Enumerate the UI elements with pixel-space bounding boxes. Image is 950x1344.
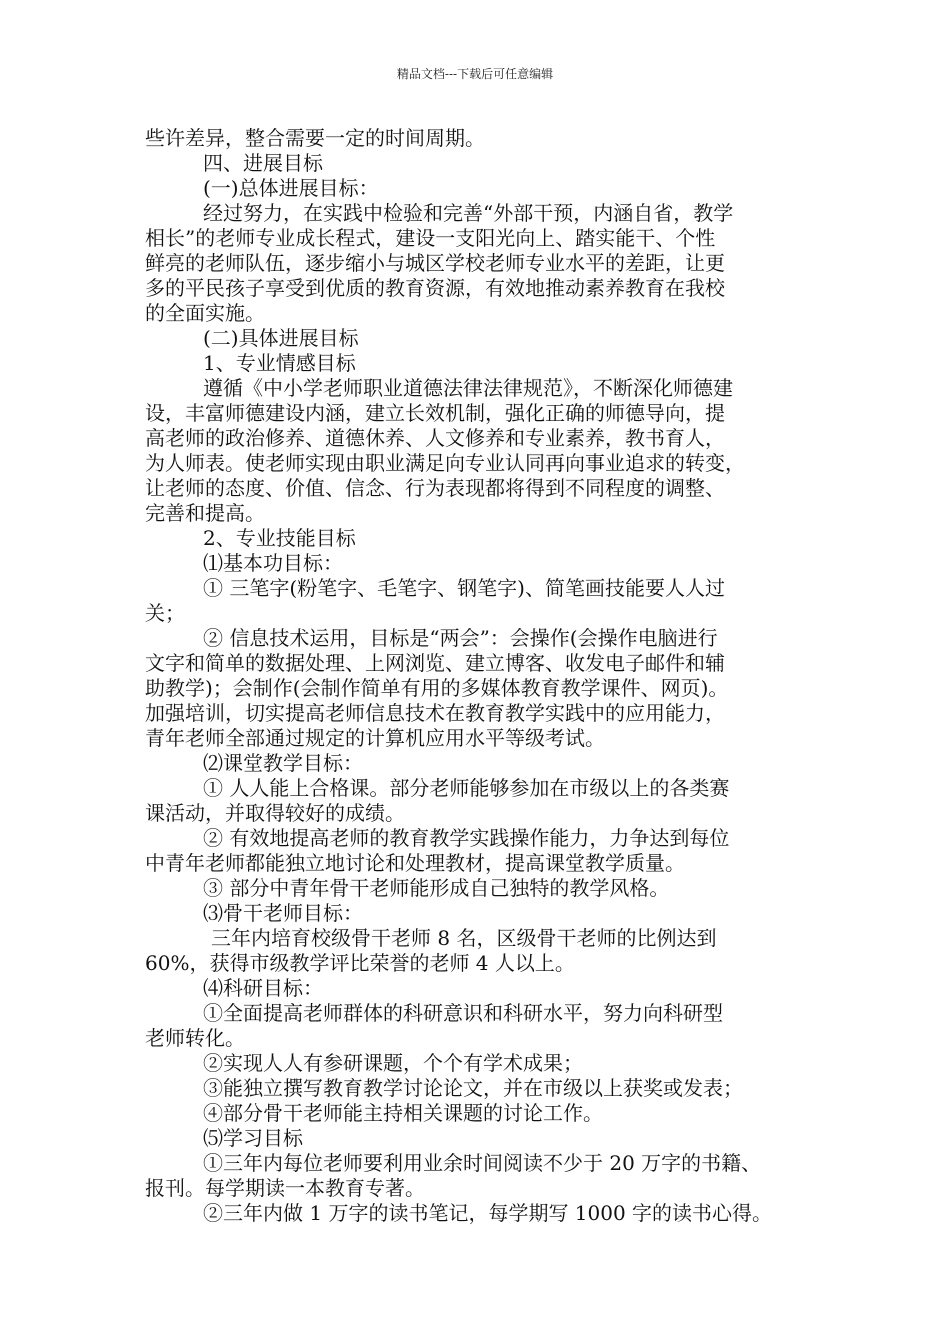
text-line: 鲜亮的老师队伍，逐步缩小与城区学校老师专业水平的差距，让更: [145, 251, 725, 275]
text-line: ①三年内每位老师要利用业余时间阅读不少于 20 万字的书籍、: [203, 1151, 762, 1175]
text-line: 高老师的政治修养、道德休养、人文修养和专业素养，教书育人，: [145, 426, 725, 450]
text-line: 让老师的态度、价值、信念、行为表现都将得到不同程度的调整、: [145, 476, 725, 500]
text-line: (二)具体进展目标: [203, 326, 359, 350]
page-header: 精品文档---下载后可任意编辑: [396, 67, 554, 81]
text-line: 文字和简单的数据处理、上网浏览、建立博客、收发电子邮件和辅: [145, 651, 725, 675]
text-line: 些许差异，整合需要一定的时间周期。: [145, 126, 485, 150]
text-line: 2、专业技能目标: [203, 526, 356, 550]
text-line: ⑶骨干老师目标：: [203, 901, 363, 925]
text-line: ②三年内做 1 万字的读书笔记，每学期写 1000 字的读书心得。: [203, 1201, 773, 1225]
text-line: 老师转化。: [145, 1026, 245, 1050]
text-line: 的全面实施。: [145, 301, 265, 325]
text-line: 完善和提高。: [145, 501, 265, 525]
text-line: 课活动，并取得较好的成绩。: [145, 801, 405, 825]
text-line: 1、专业情感目标: [203, 351, 356, 375]
text-line: ②实现人人有参研课题，个个有学术成果；: [203, 1051, 583, 1075]
text-line: ① 人人能上合格课。部分老师能够参加在市级以上的各类赛: [203, 776, 730, 800]
text-line: 中青年老师都能独立地讨论和处理教材，提高课堂教学质量。: [145, 851, 685, 875]
text-line: ② 有效地提高老师的教育教学实践操作能力，力争达到每位: [203, 826, 730, 850]
text-line: 助教学)；会制作(会制作简单有用的多媒体教育教学课件、网页)。: [145, 676, 729, 700]
text-line: 经过努力，在实践中检验和完善“外部干预，内涵自省，教学: [203, 201, 734, 225]
text-line: ③ 部分中青年骨干老师能形成自己独特的教学风格。: [203, 876, 670, 900]
text-line: 加强培训，切实提高老师信息技术在教育教学实践中的应用能力，: [145, 701, 725, 725]
text-line: (一)总体进展目标：: [203, 176, 379, 200]
text-line: 报刊。每学期读一本教育专著。: [145, 1176, 425, 1200]
text-line: 多的平民孩子享受到优质的教育资源，有效地推动素养教育在我校: [145, 276, 725, 300]
text-line: 三年内培育校级骨干老师 8 名，区级骨干老师的比例达到: [211, 926, 717, 950]
text-line: 遵循《中小学老师职业道德法律法律规范》，不断深化师德建: [203, 376, 733, 400]
text-line: ①全面提高老师群体的科研意识和科研水平，努力向科研型: [203, 1001, 723, 1025]
text-line: 为人师表。使老师实现由职业满足向专业认同再向事业追求的转变，: [145, 451, 745, 475]
text-line: ⑴基本功目标：: [203, 551, 343, 575]
text-line: ④部分骨干老师能主持相关课题的讨论工作。: [203, 1101, 603, 1125]
text-line: 四、进展目标: [203, 151, 323, 175]
text-line: ⑸学习目标: [203, 1126, 303, 1150]
text-line: ② 信息技术运用，目标是“两会”：会操作(会操作电脑进行: [203, 626, 718, 650]
text-line: 相长”的老师专业成长程式，建设一支阳光向上、踏实能干、个性: [145, 226, 716, 250]
text-line: ⑵课堂教学目标：: [203, 751, 363, 775]
text-line: 青年老师全部通过规定的计算机应用水平等级考试。: [145, 726, 605, 750]
text-line: 60%，获得市级教学评比荣誉的老师 4 人以上。: [145, 951, 575, 975]
text-line: ③能独立撰写教育教学讨论论文，并在市级以上获奖或发表；: [203, 1076, 743, 1100]
text-line: 关；: [145, 601, 185, 625]
text-line: ⑷科研目标：: [203, 976, 323, 1000]
text-line: ① 三笔字(粉笔字、毛笔字、钢笔字)、简笔画技能要人人过: [203, 576, 725, 600]
text-line: 设，丰富师德建设内涵，建立长效机制，强化正确的师德导向，提: [145, 401, 725, 425]
